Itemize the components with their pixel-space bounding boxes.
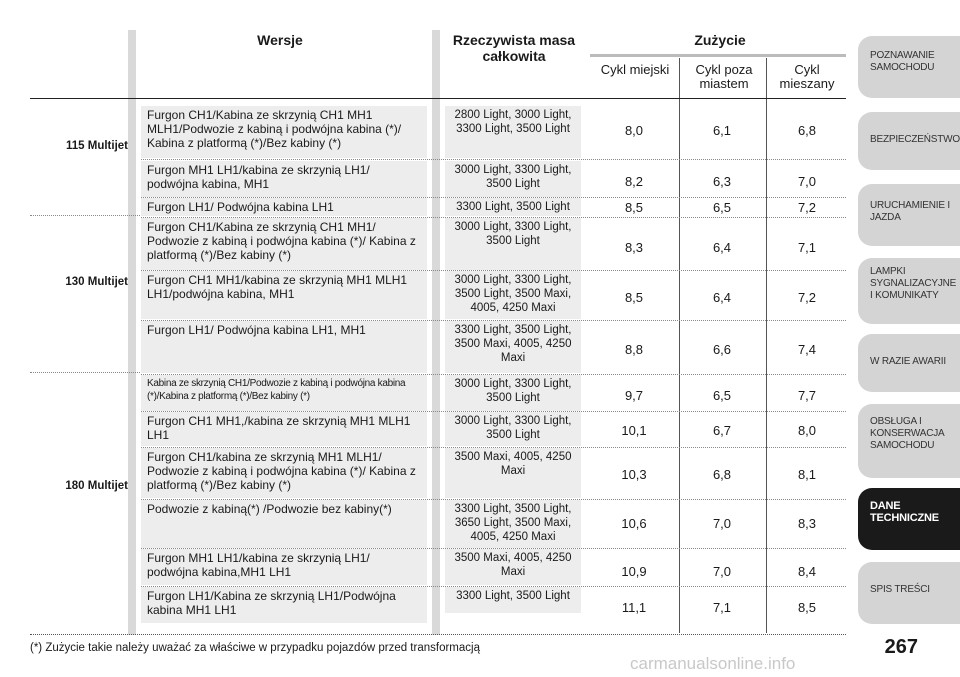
version-cell: Furgon MH1 LH1/kabina ze skrzynią LH1/ podwójna kabina,MH1 LH1 <box>141 549 427 585</box>
header-combined: Cykl mieszany <box>779 62 835 91</box>
version-cell: Furgon CH1 MH1/kabina ze skrzynią MH1 MLH1 LH1/podwójna kabina, MH1 <box>141 271 427 319</box>
bottom-rule <box>30 634 846 635</box>
combined-value: 7,2 <box>797 200 817 215</box>
version-cell: Furgon CH1/Kabina ze skrzynią CH1 MH1/ Podwozie z kabiną i podwójna kabina (*)/ Kabina z platformą (*)/Bez kabiny (*) <box>141 218 427 270</box>
urban-value: 10,6 <box>621 516 647 531</box>
extra-urban-value: 6,3 <box>712 174 732 189</box>
extra-urban-value: 6,4 <box>712 290 732 305</box>
tab-poznawanie-samochodu[interactable]: POZNAWANIE SAMOCHODU <box>858 36 960 98</box>
version-cell: Furgon MH1 LH1/kabina ze skrzynią LH1/ podwójna kabina, MH1 <box>141 161 427 197</box>
band-middle <box>432 30 440 635</box>
engine-label: 115 Multijet <box>66 140 128 152</box>
row-divider <box>141 159 846 160</box>
combined-value: 8,0 <box>797 423 817 438</box>
mass-cell: 3300 Light, 3500 Light, 3500 Maxi, 4005, 4250 Maxi <box>445 321 581 373</box>
consumption-divider <box>590 54 846 57</box>
combined-value: 7,4 <box>797 342 817 357</box>
extra-urban-value: 6,5 <box>712 200 732 215</box>
version-cell: Furgon LH1/ Podwójna kabina LH1 <box>141 198 427 216</box>
mass-cell: 3000 Light, 3300 Light, 3500 Light <box>445 375 581 411</box>
combined-value: 8,4 <box>797 564 817 579</box>
combined-value: 7,2 <box>797 290 817 305</box>
mass-cell: 3000 Light, 3300 Light, 3500 Light <box>445 218 581 270</box>
version-cell: Furgon CH1/kabina ze skrzynią MH1 MLH1/ Podwozie z kabiną i podwójna kabina (*)/ Kabina z platformą (*)/Bez kabiny (*) <box>141 448 427 498</box>
tab-uruchamienie-i-jazda[interactable]: URUCHAMIENIE I JAZDA <box>858 184 960 246</box>
engine-separator <box>30 372 140 373</box>
mass-cell: 3000 Light, 3300 Light, 3500 Light <box>445 161 581 197</box>
mass-cell: 2800 Light, 3000 Light, 3300 Light, 3500 Light <box>445 106 581 158</box>
urban-value: 11,1 <box>621 600 647 615</box>
engine-label: 130 Multijet <box>65 276 128 288</box>
mass-cell: 3500 Maxi, 4005, 4250 Maxi <box>445 549 581 585</box>
tab-lampki-sygnalizacyjne[interactable]: LAMPKI SYGNALIZACYJNE I KOMUNIKATY <box>858 258 960 324</box>
col-divider-1 <box>679 58 680 633</box>
urban-value: 10,3 <box>621 467 647 482</box>
watermark: carmanualsonline.info <box>630 654 796 673</box>
extra-urban-value: 6,7 <box>712 423 732 438</box>
footnote: (*) Zużycie takie należy uważać za właściwe w przypadku pojazdów przed transformacją <box>30 642 480 654</box>
mass-cell: 3300 Light, 3500 Light <box>445 198 581 216</box>
combined-value: 8,3 <box>797 516 817 531</box>
engine-label: 180 Multijet <box>65 480 128 492</box>
page-number: 267 <box>884 636 918 658</box>
urban-value: 8,8 <box>624 342 644 357</box>
band-left <box>128 30 136 635</box>
urban-value: 8,5 <box>624 200 644 215</box>
mass-cell: 3000 Light, 3300 Light, 3500 Light, 3500 Maxi, 4005, 4250 Maxi <box>445 271 581 319</box>
version-cell: Kabina ze skrzynią CH1/Podwozie z kabiną i podwójna kabina (*)/Kabina z platformą (*)/Bez kabiny (*) <box>141 375 427 411</box>
combined-value: 7,7 <box>797 388 817 403</box>
mass-cell: 3000 Light, 3300 Light, 3500 Light <box>445 412 581 446</box>
version-cell: Furgon LH1/Kabina ze skrzynią LH1/Podwójna kabina MH1 LH1 <box>141 587 427 623</box>
urban-value: 8,0 <box>624 123 644 138</box>
version-cell: Furgon CH1/Kabina ze skrzynią CH1 MH1 MLH1/Podwozie z kabiną i podwójna kabina (*)/ Kabina z platformą (*)/Bez kabiny (*) <box>141 106 427 158</box>
urban-value: 8,3 <box>624 240 644 255</box>
header-urban: Cykl miejski <box>600 62 670 77</box>
version-cell: Furgon LH1/ Podwójna kabina LH1, MH1 <box>141 321 427 373</box>
header-extra-urban: Cykl poza miastem <box>695 62 753 91</box>
extra-urban-value: 7,1 <box>712 600 732 615</box>
header-underline <box>30 98 846 99</box>
urban-value: 10,9 <box>621 564 647 579</box>
extra-urban-value: 7,0 <box>712 516 732 531</box>
header-mass: Rzeczywista masa całkowita <box>452 32 576 64</box>
extra-urban-value: 6,4 <box>712 240 732 255</box>
extra-urban-value: 7,0 <box>712 564 732 579</box>
tab-obsluga-i-konserwacja[interactable]: OBSŁUGA I KONSERWACJA SAMOCHODU <box>858 404 960 478</box>
tab-w-razie-awarii[interactable]: W RAZIE AWARII <box>858 334 960 392</box>
urban-value: 8,2 <box>624 174 644 189</box>
combined-value: 8,1 <box>797 467 817 482</box>
extra-urban-value: 6,8 <box>712 467 732 482</box>
extra-urban-value: 6,5 <box>712 388 732 403</box>
header-consumption: Zużycie <box>694 32 746 48</box>
urban-value: 9,7 <box>624 388 644 403</box>
extra-urban-value: 6,1 <box>712 123 732 138</box>
version-cell: Furgon CH1 MH1,/kabina ze skrzynią MH1 MLH1 LH1 <box>141 412 427 446</box>
tab-dane-techniczne[interactable]: DANE TECHNICZNE <box>858 488 960 550</box>
combined-value: 8,5 <box>797 600 817 615</box>
mass-cell: 3300 Light, 3500 Light <box>445 587 581 613</box>
engine-separator <box>30 215 140 216</box>
tab-spis-tresci[interactable]: SPIS TREŚCI <box>858 562 960 624</box>
version-cell: Podwozie z kabiną(*) /Podwozie bez kabiny(*) <box>141 500 427 548</box>
urban-value: 8,5 <box>624 290 644 305</box>
tab-bezpieczenstwo[interactable]: BEZPIECZEŃSTWO <box>858 112 960 170</box>
combined-value: 6,8 <box>797 123 817 138</box>
urban-value: 10,1 <box>621 423 647 438</box>
mass-cell: 3300 Light, 3500 Light, 3650 Light, 3500 Maxi, 4005, 4250 Maxi <box>445 500 581 548</box>
extra-urban-value: 6,6 <box>712 342 732 357</box>
combined-value: 7,1 <box>797 240 817 255</box>
mass-cell: 3500 Maxi, 4005, 4250 Maxi <box>445 448 581 498</box>
col-divider-2 <box>766 58 767 633</box>
combined-value: 7,0 <box>797 174 817 189</box>
header-versions: Wersje <box>257 32 303 48</box>
